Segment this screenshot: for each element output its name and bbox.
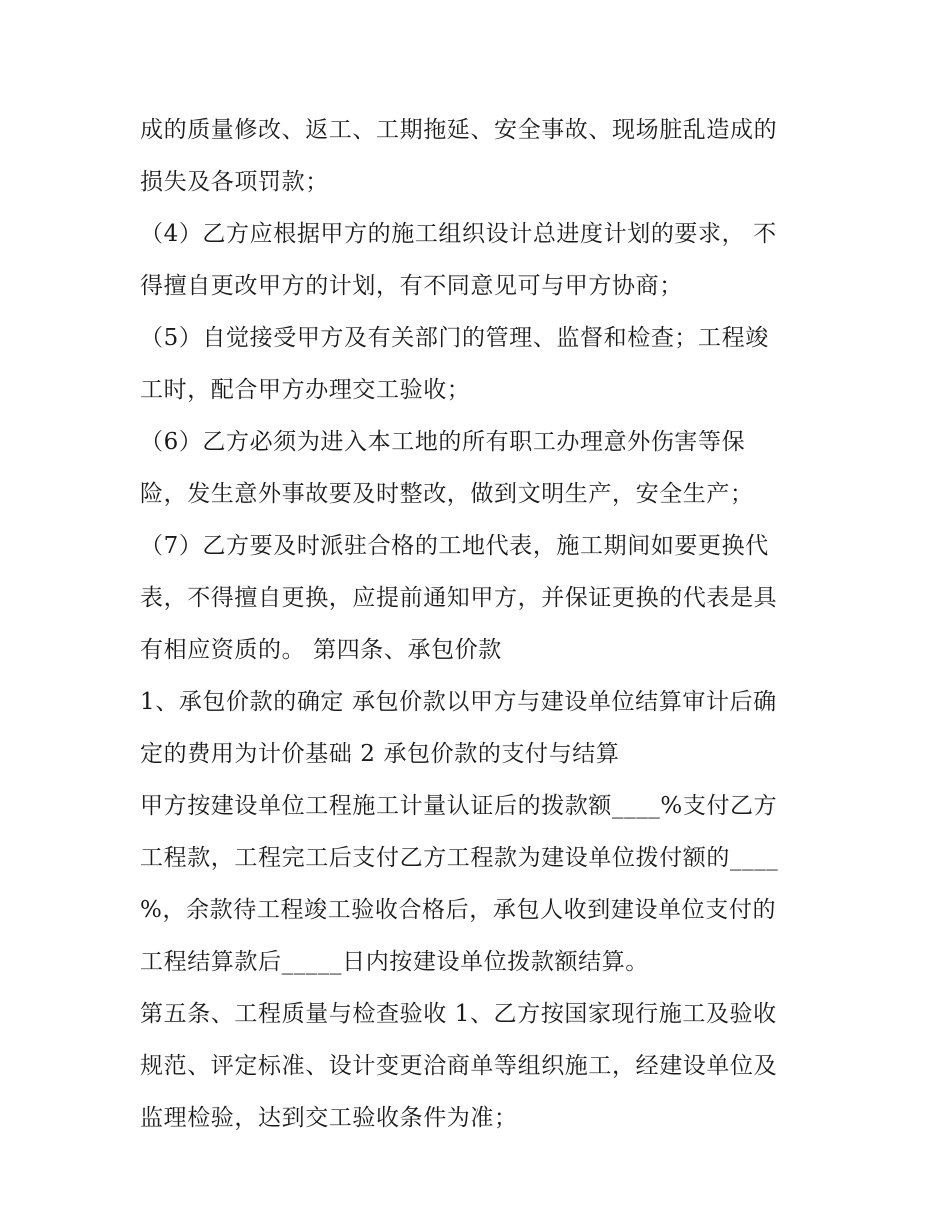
text-line: 险，发生意外事故要及时整改，做到文明生产，安全生产； xyxy=(140,481,754,507)
text-line: 第五条、工程质量与检查验收 1、乙方按国家现行施工及验收 xyxy=(140,1001,777,1027)
text-line: （7）乙方要及时派驻合格的工地代表，施工期间如要更换代 xyxy=(140,533,769,559)
text-line: 监理检验，达到交工验收条件为准； xyxy=(140,1105,518,1131)
text-line: %，余款待工程竣工验收合格后，承包人收到建设单位支付的 xyxy=(140,897,777,923)
text-line: 规范、评定标准、设计变更洽商单等组织施工，经建设单位及 xyxy=(140,1053,778,1079)
text-line: 1、承包价款的确定 承包价款以甲方与建设单位结算审计后确 xyxy=(140,689,777,715)
text-line: 工程结算款后_____日内按建设单位拨款额结算。 xyxy=(140,949,649,975)
contract-body-text xyxy=(140,104,820,1144)
text-line: 成的质量修改、返工、工期拖延、安全事故、现场脏乱造成的 xyxy=(140,117,778,143)
text-line: 得擅自更改甲方的计划，有不同意见可与甲方协商； xyxy=(140,273,683,299)
text-line: 工时，配合甲方办理交工验收； xyxy=(140,377,471,403)
text-line: 甲方按建设单位工程施工计量认证后的拨款额____%支付乙方 xyxy=(140,793,778,819)
text-line: （4）乙方应根据甲方的施工组织设计总进度计划的要求， 不 xyxy=(140,221,777,247)
text-line: 损失及各项罚款； xyxy=(140,169,329,195)
text-line: 定的费用为计价基础 2 承包价款的支付与结算 xyxy=(140,741,620,767)
text-line: （5）自觉接受甲方及有关部门的管理、监督和检查；工程竣 xyxy=(140,325,769,351)
text-line: （6）乙方必须为进入本工地的所有职工办理意外伤害等保 xyxy=(140,429,746,455)
text-line: 有相应资质的。 第四条、承包价款 xyxy=(140,637,502,663)
text-line: 表，不得擅自更换，应提前通知甲方，并保证更换的代表是具 xyxy=(140,585,778,611)
text-line: 工程款，工程完工后支付乙方工程款为建设单位拨付额的____ xyxy=(140,845,779,871)
